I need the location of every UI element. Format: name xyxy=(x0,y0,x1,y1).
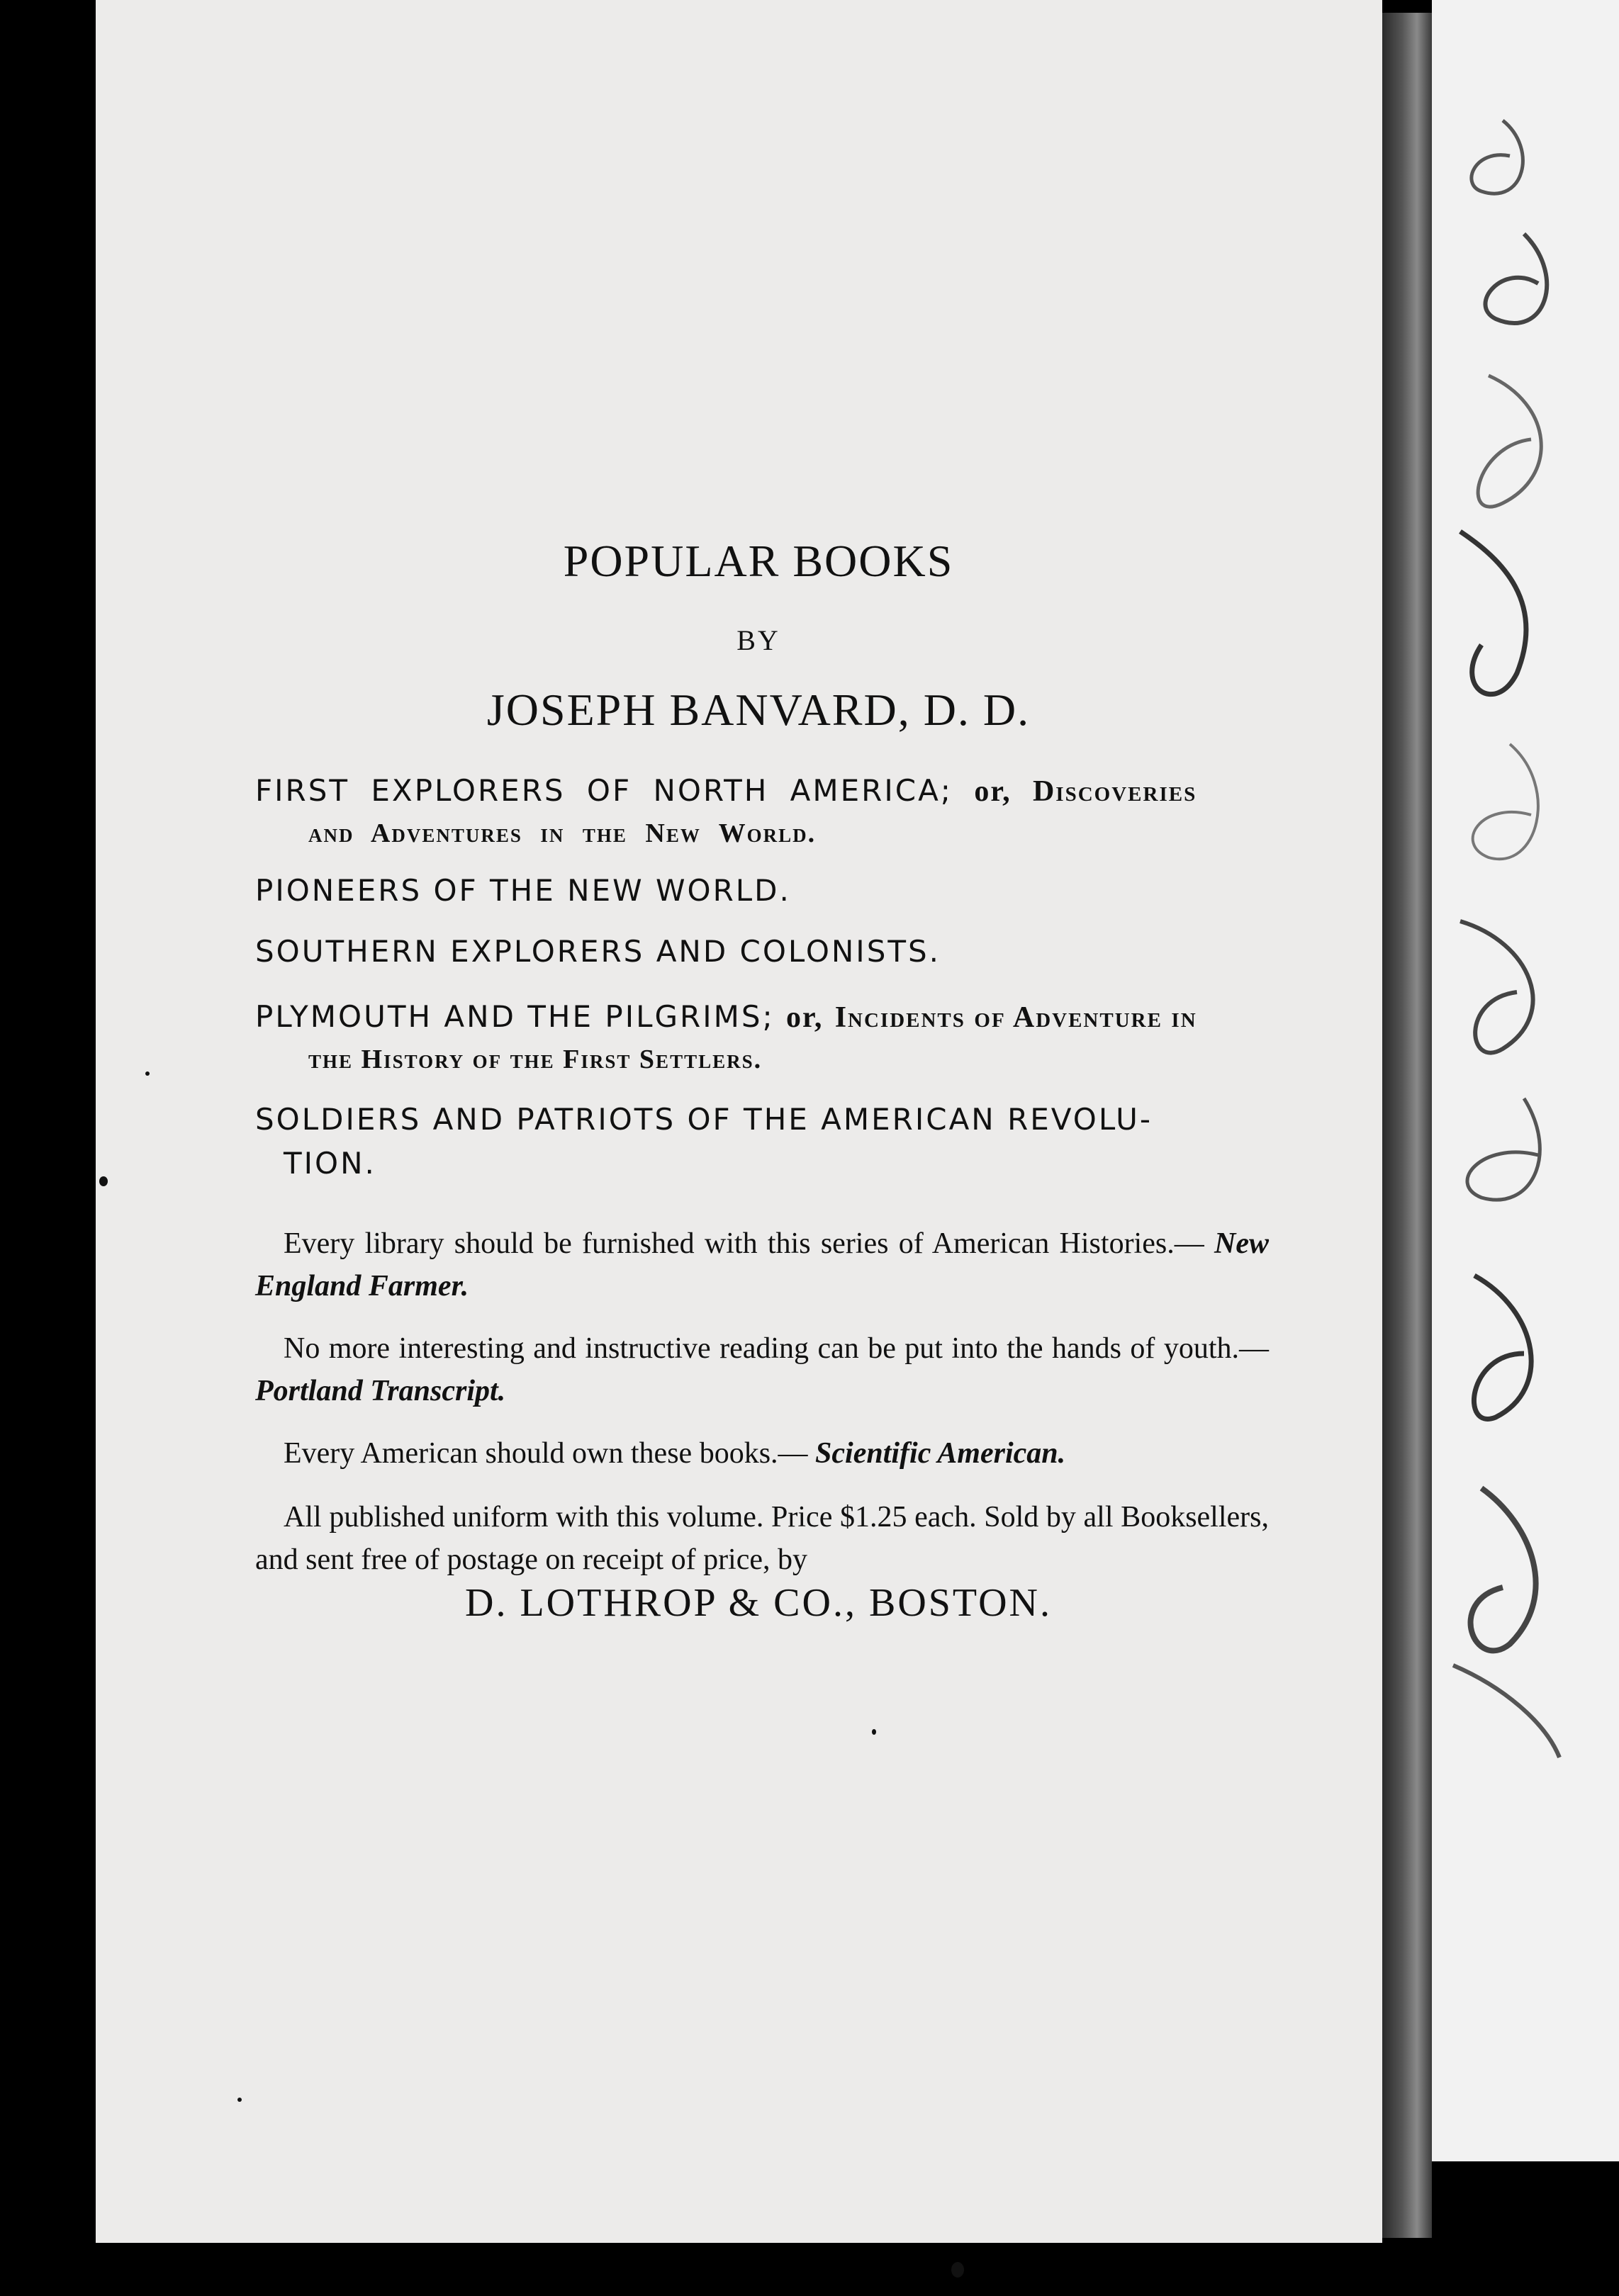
book-title: PIONEERS OF THE NEW WORLD. xyxy=(255,873,791,908)
book-subtitle: Incidents of Adventure in xyxy=(834,1001,1197,1034)
book-subtitle: Discoveries xyxy=(1032,775,1197,808)
review-text: Every American should own these books.— xyxy=(284,1437,808,1470)
book-title-continued: TION. xyxy=(284,1146,376,1181)
review-text: No more interesting and instructive reading can be put into the hands of youth.— xyxy=(284,1332,1269,1365)
book-entry xyxy=(255,930,1269,974)
publisher-imprint: D. LOTHROP & CO., BOSTON. xyxy=(465,1581,1052,1625)
book-or: or, xyxy=(974,775,1012,808)
book-title: FIRST EXPLORERS OF NORTH AMERICA; xyxy=(255,773,953,808)
book-subtitle-continued: and Adventures in the New World. xyxy=(308,818,817,848)
review-source: New England Farmer. xyxy=(255,1227,1269,1302)
price-notice-text: All published uniform with this volume. Price $1.25 each. Sold by all Booksellers, and sent free of postage on receipt of price, by xyxy=(255,1501,1269,1576)
review-quote xyxy=(255,1432,1269,1475)
author-name: JOSEPH BANVARD, D. D. xyxy=(486,685,1031,735)
book-subtitle-continued: the History of the First Settlers. xyxy=(308,1045,763,1074)
book-list xyxy=(255,769,1269,1186)
review-source: Scientific American. xyxy=(815,1437,1066,1470)
review-quote xyxy=(255,1222,1269,1307)
book-title: SOLDIERS AND PATRIOTS OF THE AMERICAN REVOLU- xyxy=(255,1102,1153,1137)
review-text: Every library should be furnished with this series of American Histories.— xyxy=(284,1227,1204,1260)
book-or: or, xyxy=(786,1001,824,1034)
review-source: Portland Transcript. xyxy=(255,1375,506,1407)
price-notice xyxy=(255,1496,1269,1581)
book-title: SOUTHERN EXPLORERS AND COLONISTS. xyxy=(255,934,941,969)
reviews xyxy=(255,1222,1269,1581)
book-entry xyxy=(255,995,1269,1079)
page-title: POPULAR BOOKS xyxy=(563,536,954,586)
review-quote xyxy=(255,1327,1269,1412)
byline-label: BY xyxy=(736,624,780,656)
book-entry xyxy=(255,769,1269,853)
book-entry xyxy=(255,869,1269,913)
book-title: PLYMOUTH AND THE PILGRIMS; xyxy=(255,999,775,1034)
book-entry xyxy=(255,1098,1269,1186)
